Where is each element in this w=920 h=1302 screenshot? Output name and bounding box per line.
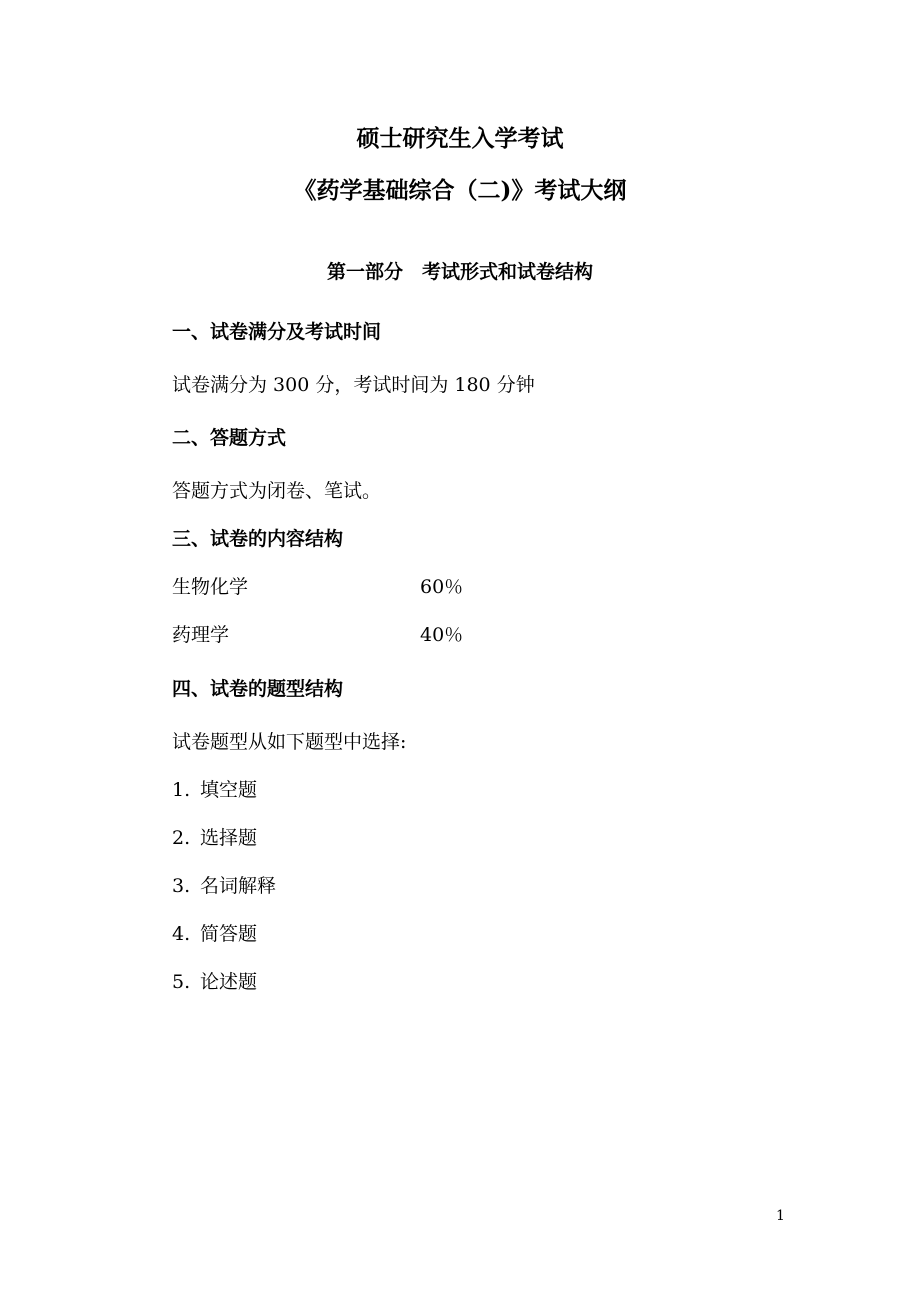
section-text-2: 答题方式为闭卷、笔试。 [172,480,382,502]
list-item [172,967,257,994]
list-item-number: 5. [172,971,191,993]
part-heading: 第一部分 考试形式和试卷结构 [326,261,593,283]
list-item-label: 论述题 [200,971,258,993]
document-title-line-2: 《药学基础综合（二)》考试大纲 [293,177,627,204]
list-item-number: 2. [172,827,191,849]
section-heading-4: 四、试卷的题型结构 [172,678,344,700]
section-text-1: 试卷满分为 300 分，考试时间为 180 分钟 [172,374,535,396]
list-item-label: 选择题 [200,827,258,849]
list-item-number: 4. [172,923,191,945]
content-row-subject: 药理学 [172,624,230,646]
list-item-label: 简答题 [200,923,258,945]
list-item-number: 1. [172,779,191,801]
section-intro-4: 试卷题型从如下题型中选择: [172,731,407,753]
content-row [172,572,464,599]
section-heading-1: 一、试卷满分及考试时间 [172,321,382,343]
list-item [172,871,276,898]
content-row [172,620,464,647]
list-item-label: 填空题 [200,779,258,801]
page-number: 1 [776,1208,785,1224]
content-row-percent: 60％ [420,576,464,598]
list-item [172,919,257,946]
list-item-number: 3. [172,875,191,897]
list-item [172,775,257,802]
document-title-line-1: 硕士研究生入学考试 [356,125,564,152]
list-item [172,823,257,850]
content-row-subject: 生物化学 [172,576,249,598]
section-heading-2: 二、答题方式 [172,427,287,449]
content-row-percent: 40％ [420,624,464,646]
section-heading-3: 三、试卷的内容结构 [172,528,344,550]
list-item-label: 名词解释 [200,875,277,897]
